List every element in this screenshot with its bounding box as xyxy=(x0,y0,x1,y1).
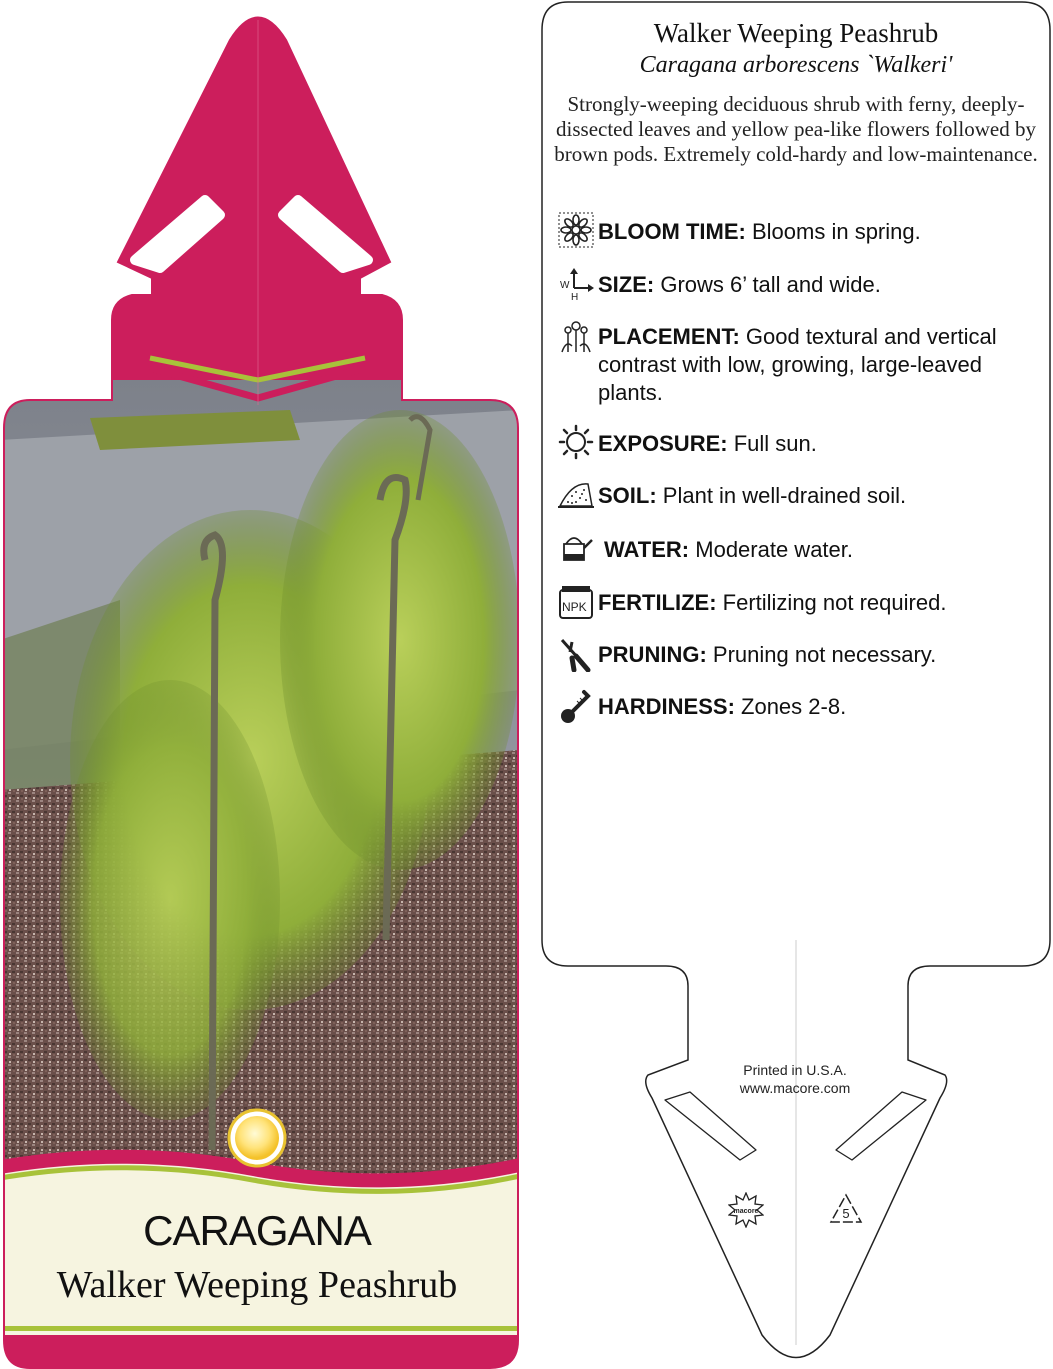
svg-text:5: 5 xyxy=(842,1206,850,1221)
pruners-icon xyxy=(558,636,594,672)
svg-text:NPK: NPK xyxy=(562,600,587,614)
macore-logo xyxy=(728,1192,764,1228)
plant-genus: CARAGANA xyxy=(143,1207,371,1254)
plants-icon xyxy=(558,318,594,354)
attr-fertilize: FERTILIZE: Fertilizing not required. xyxy=(598,590,947,615)
attr-hardiness: HARDINESS: Zones 2-8. xyxy=(598,694,847,719)
latin-name: Caragana arborescens `Walkeri' xyxy=(639,52,953,78)
soil-pile-icon xyxy=(558,476,594,512)
plant-common-name: Walker Weeping Peashrub xyxy=(56,1264,458,1306)
website: www.macore.com xyxy=(739,1080,851,1096)
svg-text:H: H xyxy=(571,292,579,302)
watering-can-icon xyxy=(558,530,594,566)
attr-exposure: EXPOSURE: Full sun. xyxy=(598,431,817,456)
thermometer-icon xyxy=(558,688,594,724)
attr-pruning: PRUNING: Pruning not necessary. xyxy=(598,642,937,667)
plant-description: Strongly-weeping deciduous shrub with ferny, deeply-dissected leaves and yellow pea-like flowers followed by brown pods. Extremely cold-hardy and low-maintenance. xyxy=(554,92,1038,166)
attr-size: SIZE: Grows 6’ tall and wide. xyxy=(598,272,881,297)
attr-water: WATER: Moderate water. xyxy=(604,537,854,562)
tag-title: Walker Weeping Peashrub xyxy=(653,18,939,48)
sun-outline-icon xyxy=(558,424,594,460)
size-arrows-icon xyxy=(558,266,594,302)
svg-text:W: W xyxy=(560,280,570,291)
flower-icon xyxy=(558,212,594,248)
attr-bloom-time: BLOOM TIME: Blooms in spring. xyxy=(598,219,921,244)
attr-placement: PLACEMENT: Good textural and vertical contrast with low, growing, large-leaved plants. xyxy=(598,324,997,405)
npk-bag-icon xyxy=(558,584,594,620)
attr-soil: SOIL: Plant in well-drained soil. xyxy=(598,483,907,508)
printed-in: Printed in U.S.A. xyxy=(743,1062,847,1078)
recycle-5-icon xyxy=(828,1192,864,1226)
svg-text:macore: macore xyxy=(733,1208,759,1215)
